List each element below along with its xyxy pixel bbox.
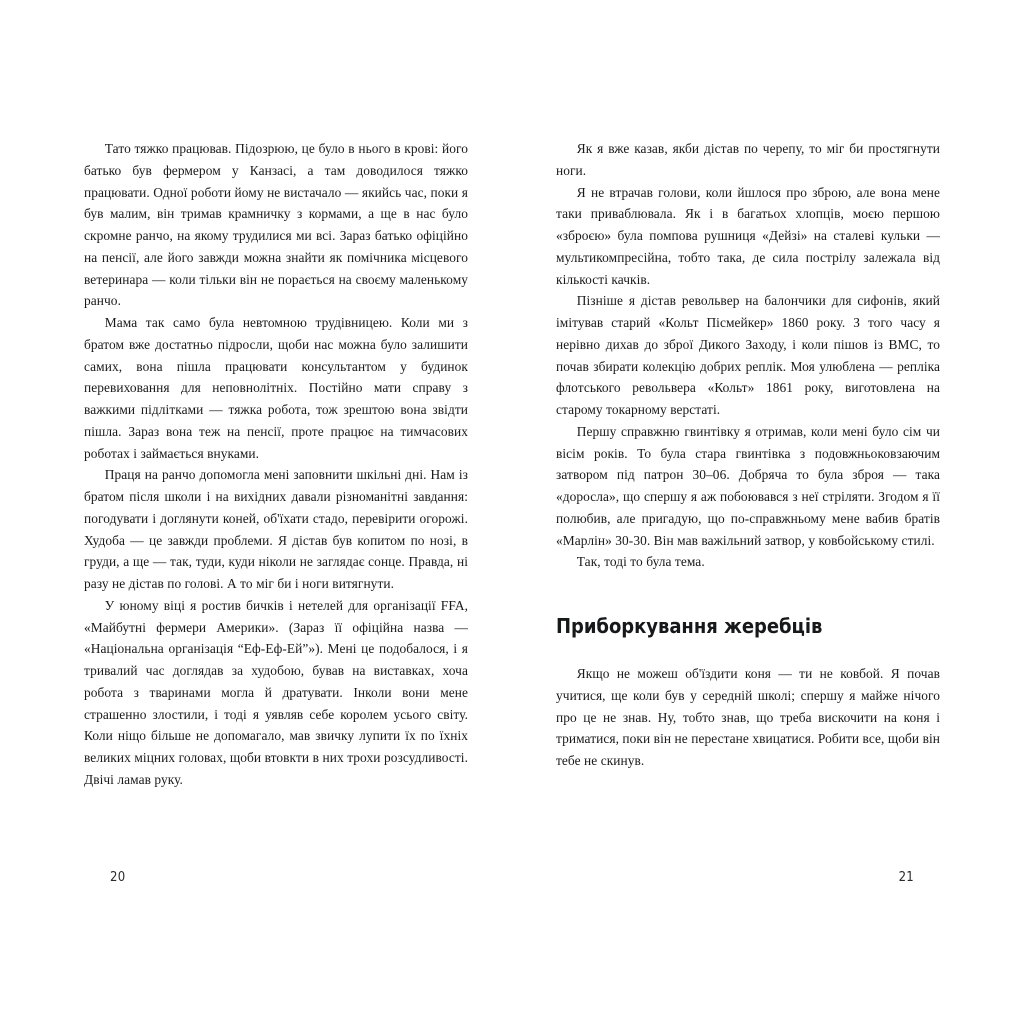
paragraph: Як я вже казав, якби дістав по черепу, то міг би простягнути ноги.: [556, 141, 940, 178]
section-heading: Приборкування жеребців: [556, 614, 823, 638]
page-number-left: 20: [110, 870, 126, 885]
right-page-text-column: [556, 138, 940, 772]
paragraph: Я не втрачав голови, коли йшлося про зброю, але вона мене таки приваблювала. Як і в багатьох хлопців, моєю першою «зброєю» була помпова рушниця «Дейзі» на сталеві кульки — мультикомпресійна, тобто така, де сила пострілу залежала від кількості качків.: [556, 184, 940, 287]
section-heading-block: [556, 613, 940, 639]
paragraph: Пізніше я дістав револьвер на балончики для сифонів, який імітував старий «Кольт Пісмейкер» 1860 року. З того часу я нерівно дихав до зброї Дикого Заходу, і коли пішов із ВМС, то почав збирати колекцію добрих реплік. Моя улюблена — репліка флотського револьвера «Кольт» 1861 року, виготовлена на старому токарному верстаті.: [556, 293, 940, 417]
right-page: [512, 0, 1024, 1024]
paragraph: Мама так само була невтомною трудівницею. Коли ми з братом вже достатньо підросли, щоби нас можна було залишити самих, вона пішла працювати консультантом у будинок перевиховання для неповнолітніх. Постійно мати справу з важкими підлітками — тяжка робота, тож зрештою вона звідти пішла. Зараз вона теж на пенсії, проте працює на тимчасових роботах і займається внуками.: [84, 315, 468, 461]
paragraph: Праця на ранчо допомогла мені заповнити шкільні дні. Нам із братом після школи і на вихідних давали різноманітні завдання: погодувати і доглянути коней, об'їхати стадо, перевірити огорожі. Худоба — це завжди проблеми. Я дістав був копитом по нозі, в груди, а ще — так, туди, куди ніколи не заглядає сонце. Правда, ні разу не дістав по голові. А то міг би і ноги витягнути.: [84, 467, 468, 591]
page-number-right: 21: [898, 870, 914, 885]
paragraph: Якщо не можеш об'їздити коня — ти не ковбой. Я почав учитися, ще коли був у середній школі; спершу я майже нічого про це не знав. Ну, тобто знав, що треба вискочити на коня і триматися, поки він не перестане хвицатися. Робити все, щоби він тебе не скинув.: [556, 666, 940, 768]
paragraph: Так, тоді то була тема.: [576, 554, 705, 570]
paragraph: Тато тяжко працював. Підозрюю, це було в нього в крові: його батько був фермером у Канзасі, а там доводилося тяжко працювати. Одної роботи йому не вистачало — якийсь час, поки я був малим, він тримав крамничку з кормами, а ще в нас було скромне ранчо, на якому трудилися ми всі. Зараз батько офіційно на пенсії, але його завжди можна знайти як помічника місцевого ветеринара — коли тільки він не порається на своєму маленькому ранчо.: [84, 141, 468, 309]
paragraph: У юному віці я ростив бичків і нетелей для організації FFA, «Майбутні фермери Америки». (Зараз її офіційна назва — «Національна організація “Еф-Еф-Ей”»). Мені це подобалося, і я тривалий час доглядав за худобою, бував на виставках, хоча робота з тваринами могла й дратувати. Інколи вони мене страшенно злостили, і тоді я уявляв себе королем усього світу. Коли ніщо більше не допомагало, мав звичку лупити їх по їхніх великих міцних головах, щоби втовкти в них трохи розсудливості. Двічі ламав руку.: [84, 597, 468, 787]
paragraph: Першу справжню гвинтівку я отримав, коли мені було сім чи вісім років. То була стара гвинтівка з подовжньоковзаючим затвором під патрон 30–06. Добряча то була зброя — така «доросла», що спершу я аж побоювався з неї стріляти. Згодом я її полюбив, але пригадую, що по-справжньому мене вабив братів «Марлін» 30-30. Він мав важільний затвор, у ковбойському стилі.: [556, 423, 940, 548]
left-page-text-column: [84, 138, 468, 791]
